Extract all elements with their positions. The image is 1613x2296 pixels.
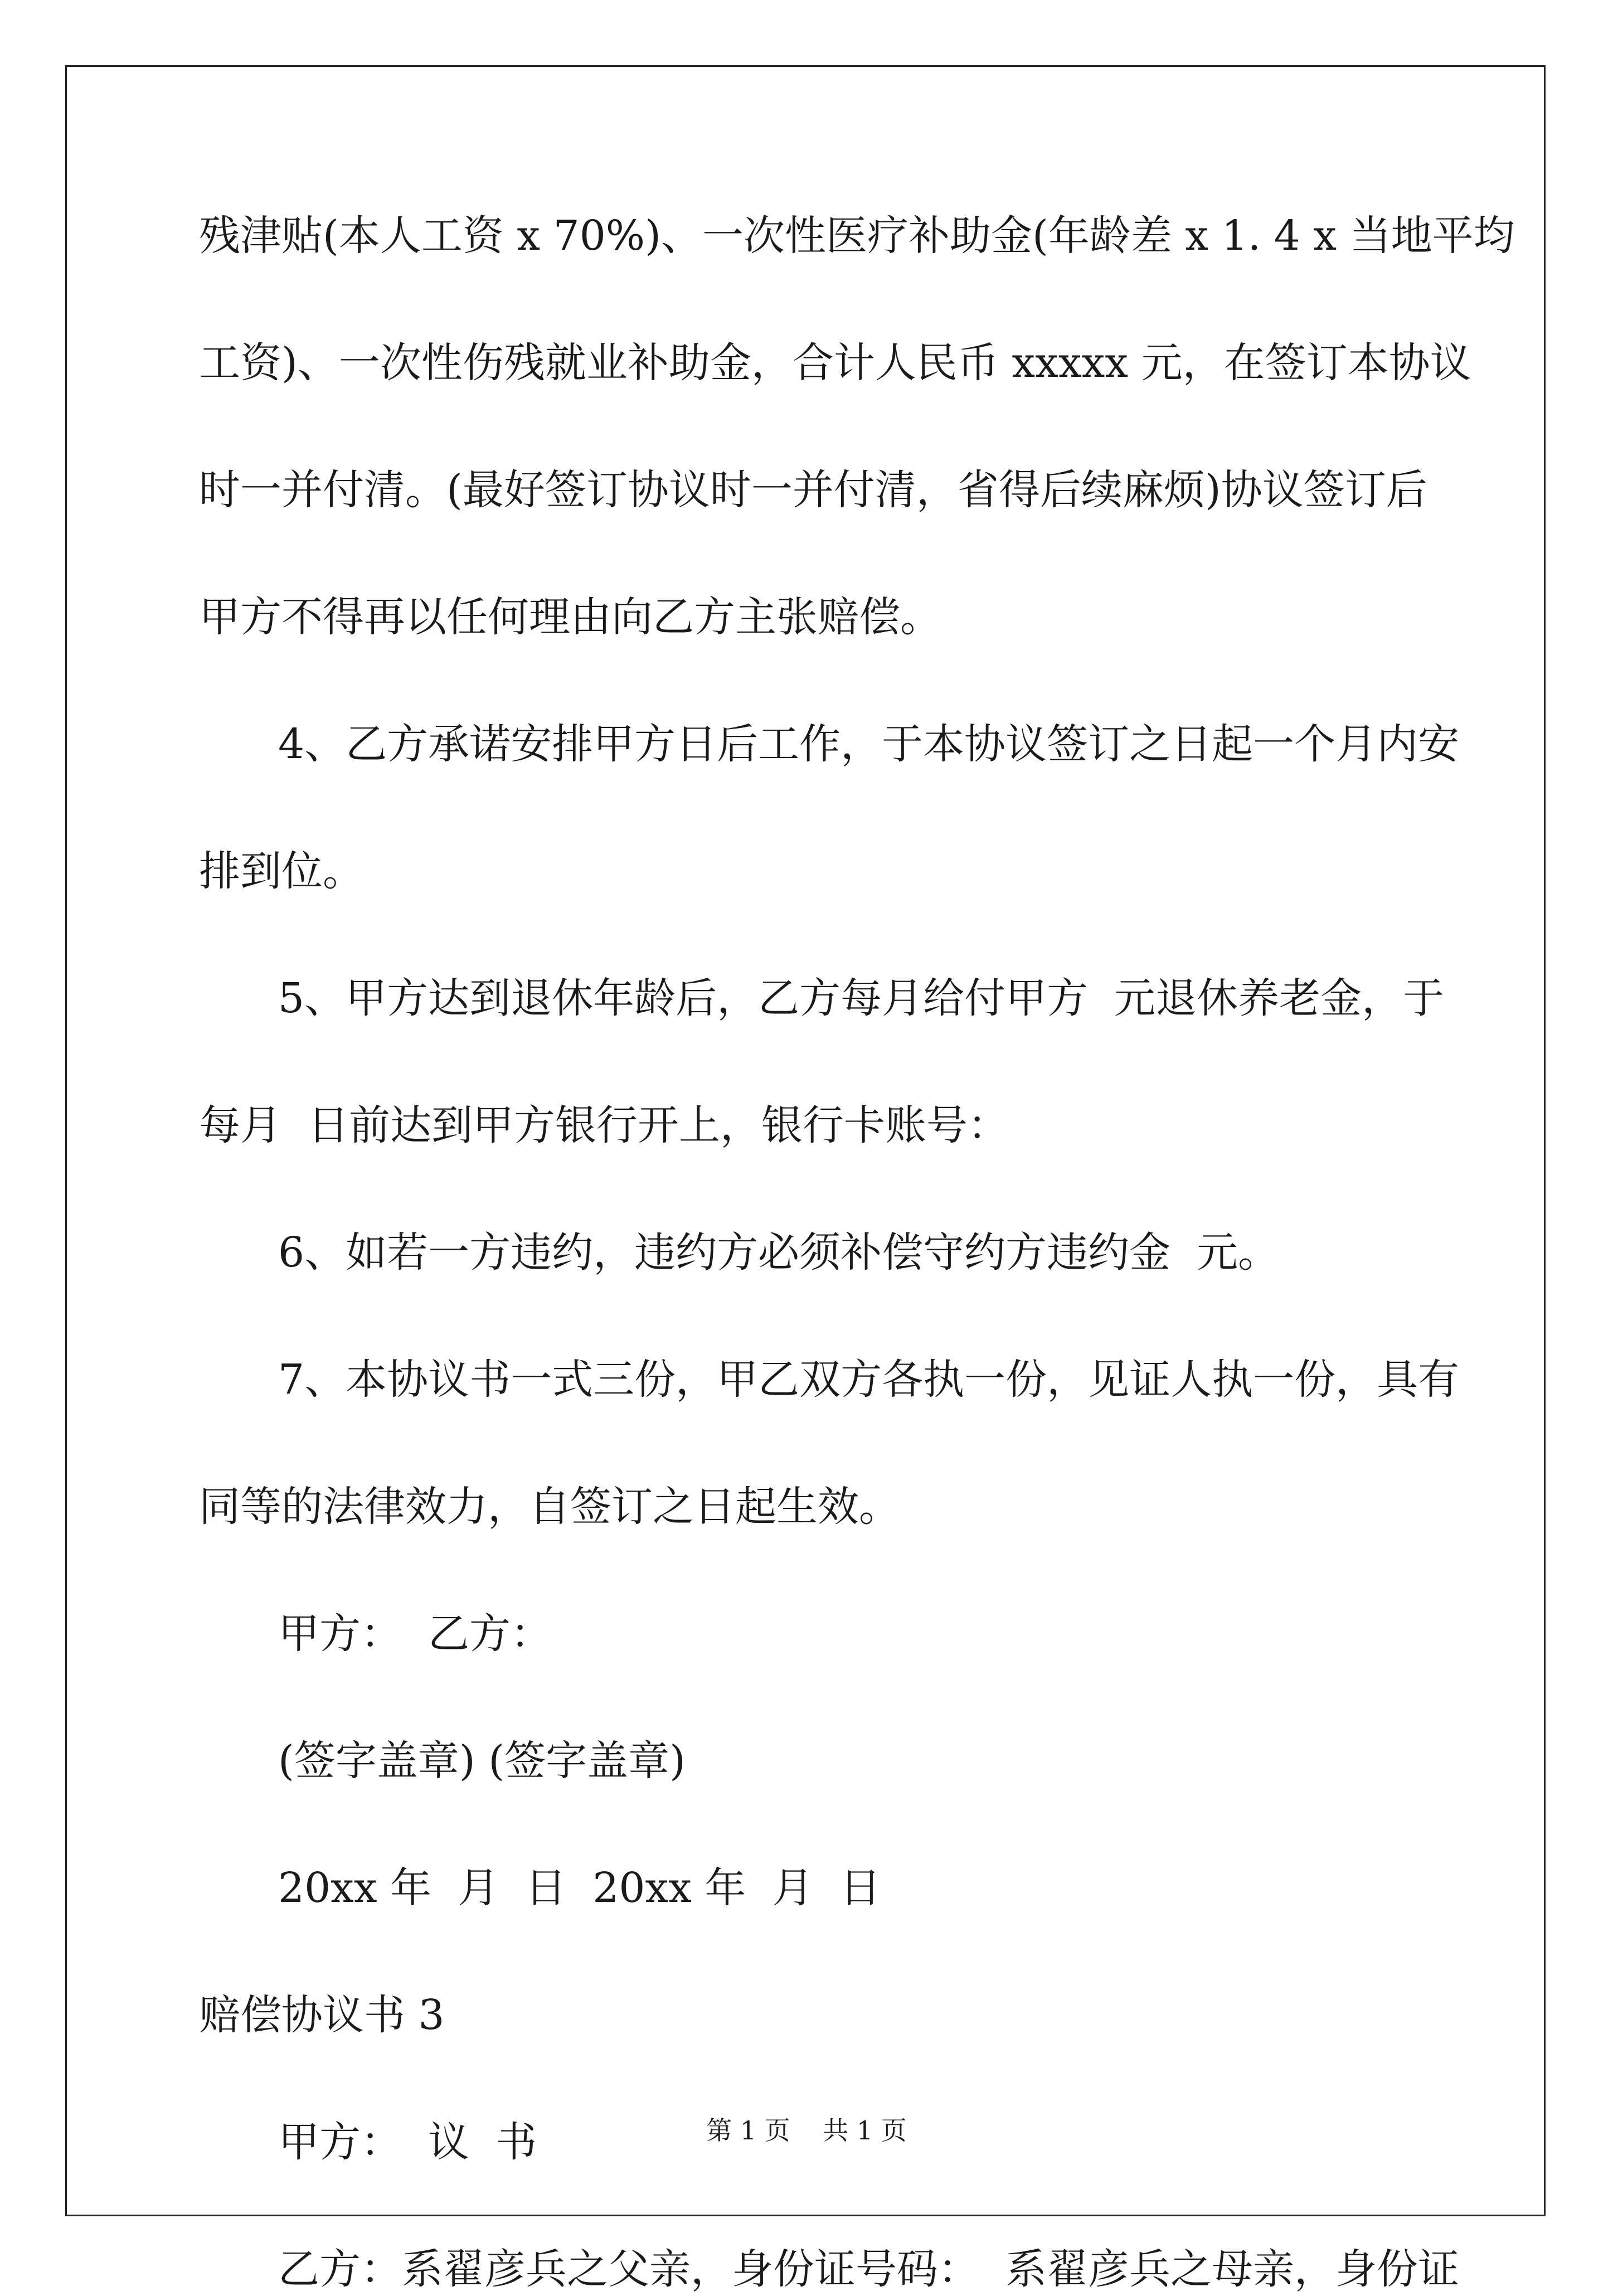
text-line: 残津贴(本人工资 x 70%)、一次性医疗补助金(年龄差 x 1. 4 x 当地平均 [199,212,1515,260]
text-line: 每月 日前达到甲方银行开上，银行卡账号： [199,1101,1009,1149]
text-line: 工资)、一次性伤残就业补助金，合计人民币 xxxxx 元，在签订本协议 [199,339,1471,387]
party-b-line: 乙方：系翟彦兵之父亲，身份证号码： 系翟彦兵之母亲，身份证 [278,2245,1460,2293]
clause-7: 7、本协议书一式三份，甲乙双方各执一份，见证人执一份，具有 [278,1356,1460,1404]
signature-seal: (签字盖章) (签字盖章) [278,1737,686,1785]
page-footer: 第 1 页 共 1 页 [706,2115,907,2145]
section-title: 赔偿协议书 3 [199,1991,445,2039]
party-a-line: 甲方： 议 书 [278,2118,537,2166]
signature-date: 20xx 年 月 日 20xx 年 月 日 [278,1864,881,1912]
signature-parties: 甲方： 乙方： [278,1610,552,1658]
text-line: 时一并付清。(最好签订协议时一并付清，省得后续麻烦)协议签订后 [199,466,1427,514]
clause-4: 4、乙方承诺安排甲方日后工作，于本协议签订之日起一个月内安 [278,720,1460,768]
text-line: 同等的法律效力，自签订之日起生效。 [199,1483,900,1531]
clause-5: 5、甲方达到退休年龄后，乙方每月给付甲方 元退休养老金，于 [278,974,1445,1022]
clause-6: 6、如若一方违约，违约方必须补偿守约方违约金 元。 [278,1229,1280,1276]
text-line: 排到位。 [199,847,364,895]
text-line: 甲方不得再以任何理由向乙方主张赔偿。 [199,593,941,641]
